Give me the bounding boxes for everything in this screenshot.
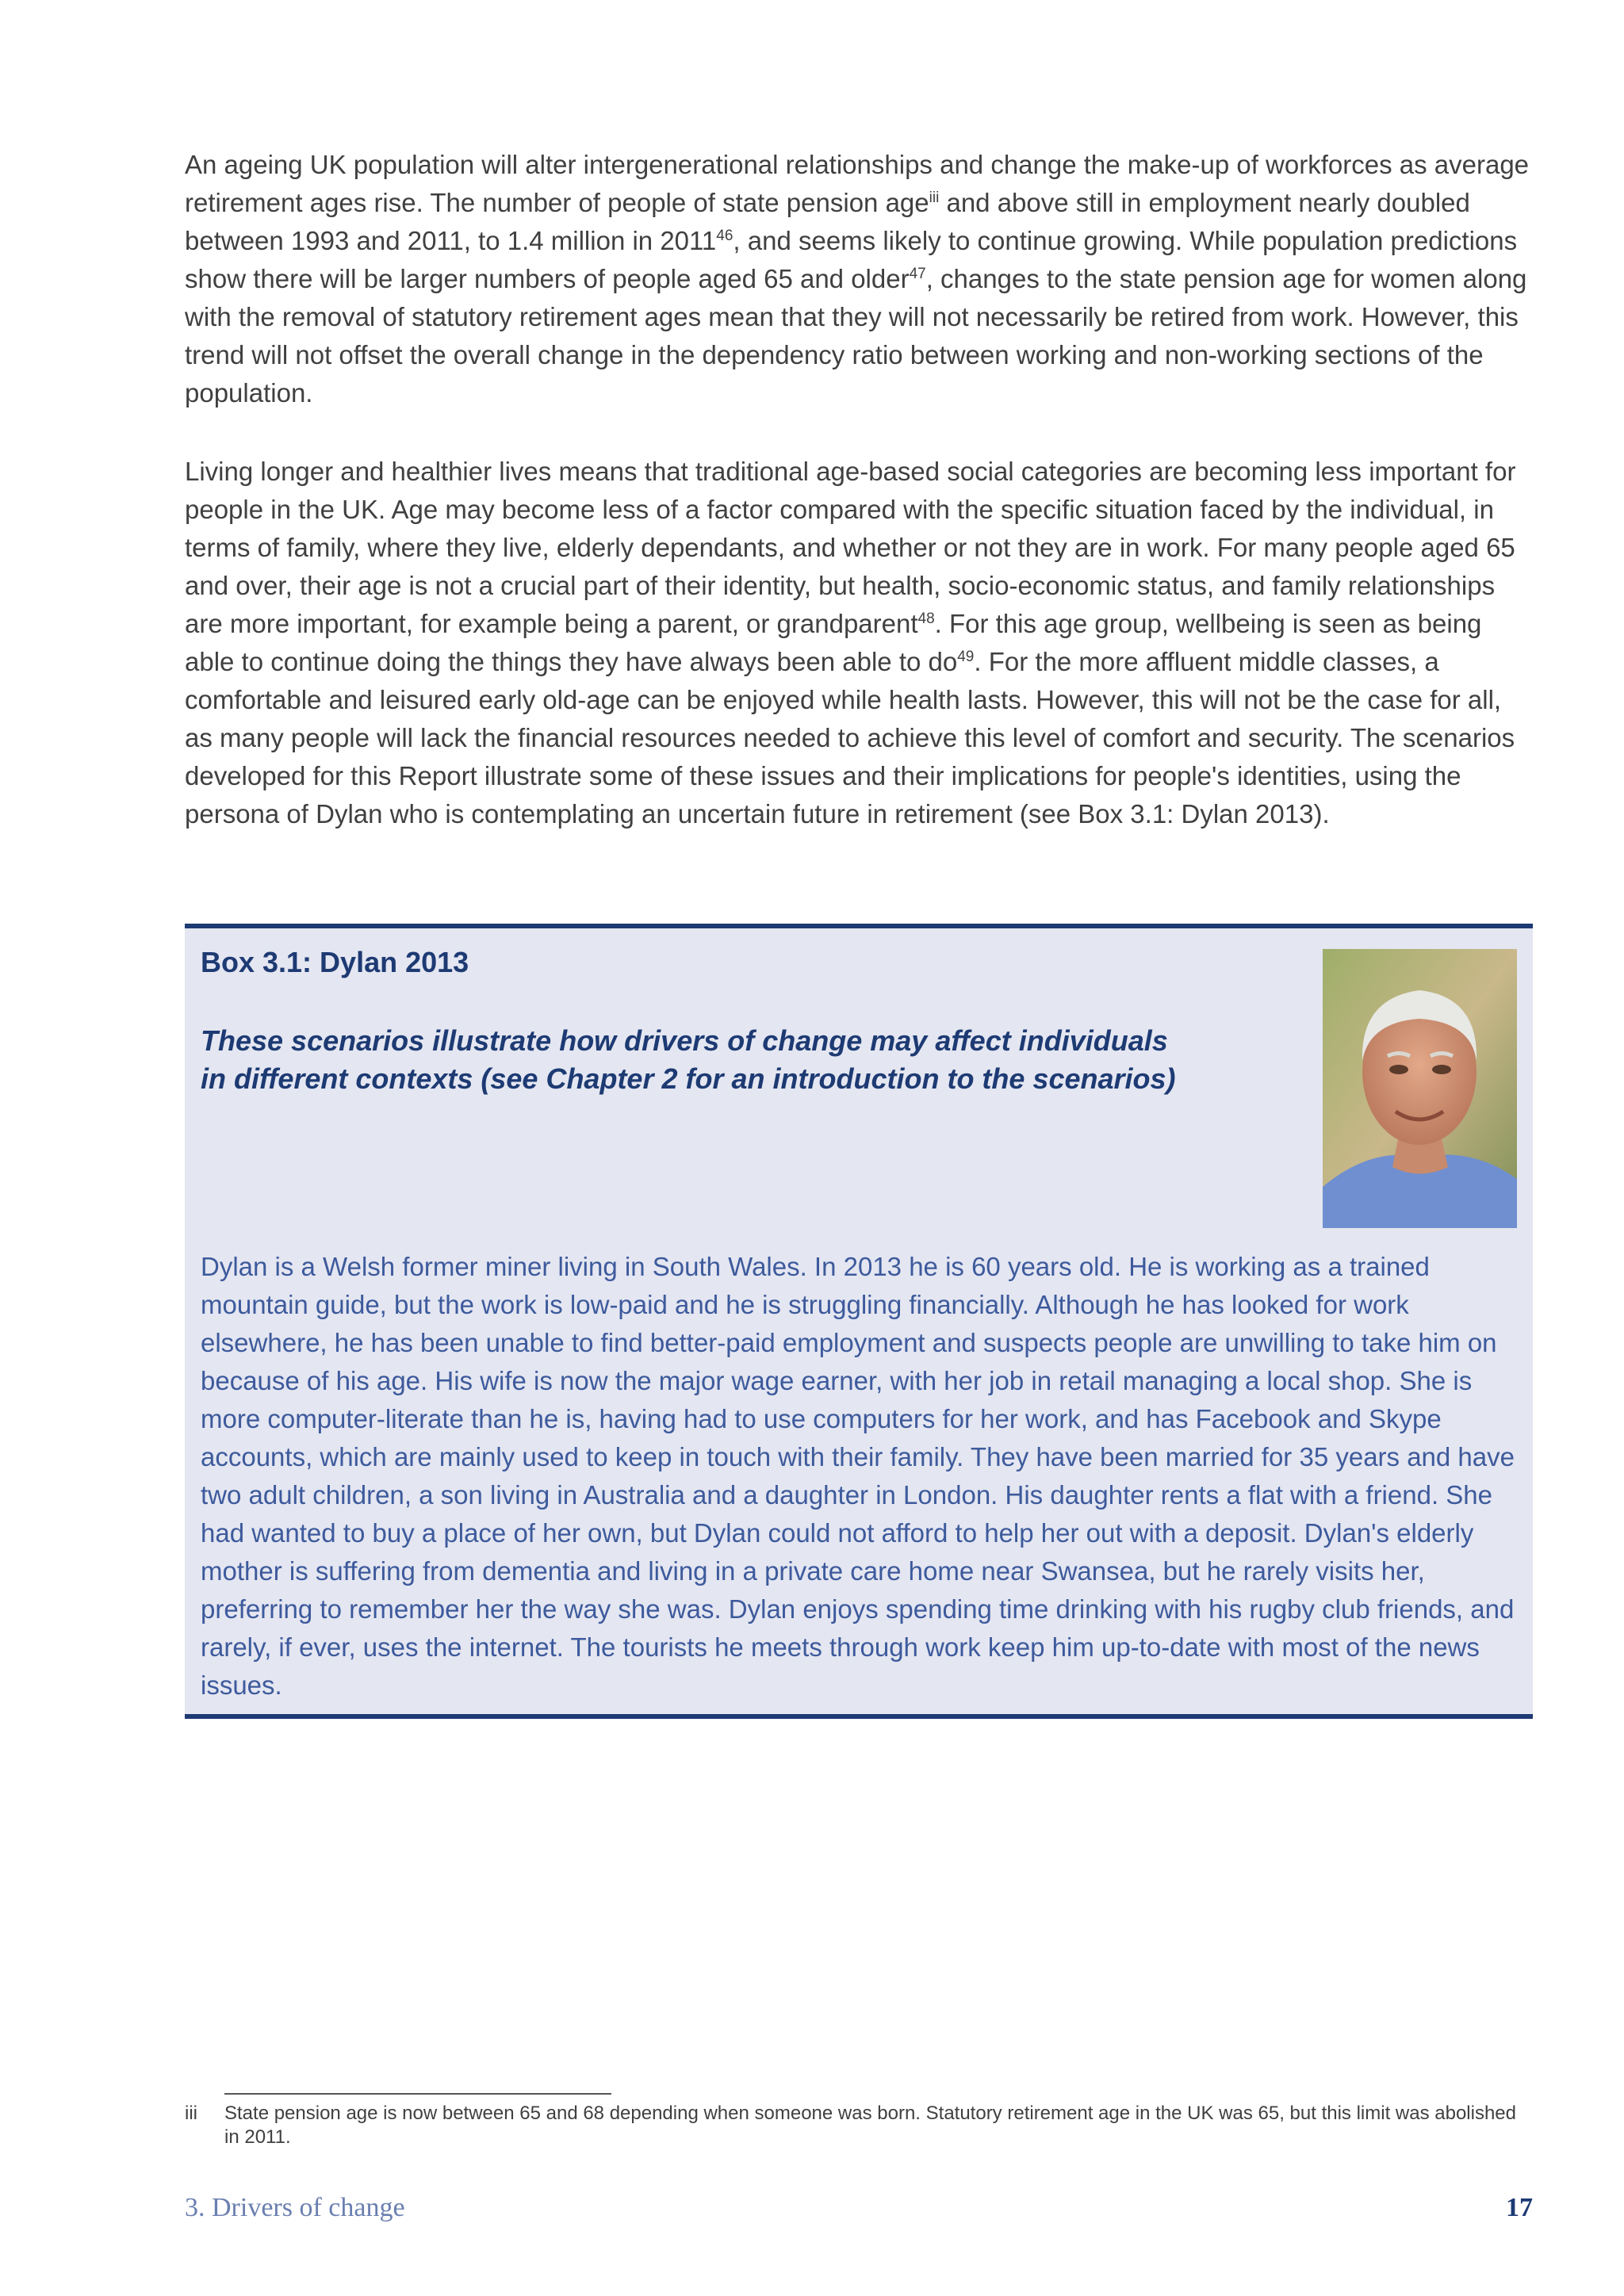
- citation-reference: 47: [909, 266, 926, 282]
- footnote-marker: iii: [185, 2103, 197, 2124]
- paragraph-text: An ageing UK population will alter intergenerational relationships and change the make-up of workforces as average retirement ages rise. The number of people of state pension age$^{iii}$ and above still in employment nearly doubled between 1993 and 2011, to 1.4 million in 2011$^{46}$, and seems likely to continue growing. While population predictions show there will be larger numbers of people aged 65 and older$^{47}$, changes to the state pension age for women along with the removal of statutory retirement ages mean that they will not necessarily be retired from work. However, this trend will not offset the overall change in the dependency ratio between working and non-working sections of the population.: [185, 150, 1530, 408]
- footnote-text: State pension age is now between 65 and 68 depending when someone was born. Statutory retirement age in the UK was 65, but this limit was abolished in 2011.: [224, 2103, 1516, 2148]
- section-footer: 3. Drivers of change: [185, 2193, 405, 2222]
- footnote-separator: [224, 2093, 611, 2095]
- footnote-reference[interactable]: iii: [929, 189, 940, 206]
- citation-reference: 49: [957, 649, 975, 665]
- portrait-photo: [1323, 949, 1517, 1228]
- paragraph-text: Living longer and healthier lives means that traditional age-based social categories are becoming less important for people in the UK. Age may become less of a factor compared with the specific situation faced by the individual, in terms of family, where they live, elderly dependants, and whether or not they are in work. For many people aged 65 and over, their age is not a crucial part of their identity, but health, socio-economic status, and family relationships are more important, for example being a parent, or grandparent$^{48}$. For this age group, wellbeing is seen as being able to continue doing the things they have always been able to $do^{49}$. For the more affluent middle classes, a comfortable and leisured early old-age can be enjoyed while health lasts. However, this will not be the case for all, as many people will lack the financial resources needed to achieve this level of comfort and security. The scenarios developed for this Report illustrate some of these issues and their implications for people's identities, using the persona of Dylan who is contemplating an uncertain future in retirement (see Box 3.1: Dylan 2013).: [185, 457, 1516, 828]
- citation-reference: 48: [917, 610, 935, 627]
- box-subtitle: These scenarios illustrate how drivers of change may affect individuals in different contexts (see Chapter 2 for an introduction to the scenarios): [201, 1024, 1176, 1095]
- body-paragraph-1: [185, 146, 1533, 412]
- box-title: Box 3.1: Dylan 2013: [201, 946, 469, 978]
- body-paragraph-2: [185, 453, 1533, 833]
- citation-reference: 46: [716, 228, 733, 244]
- box-body-text: Dylan is a Welsh former miner living in South Wales. In 2013 he is 60 years old. He is working as a trained mountain guide, but the work is low-paid and he is struggling financially. Although he has looked for work elsewhere, he has been unable to find better-paid employment and suspects people are unwilling to take him on because of his age. His wife is now the major wage earner, with her job in retail managing a local shop. She is more computer-literate than he is, having had to use computers for her work, and has Facebook and Skype accounts, which are mainly used to keep in touch with their family. They have been married for 35 years and have two adult children, a son living in Australia and a daughter in London. His daughter rents a flat with a friend. She had wanted to buy a place of her own, but Dylan could not afford to help her out with a deposit. Dylan's elderly mother is suffering from dementia and living in a private care home near Swansea, but he rarely visits her, preferring to remember her the way she was. Dylan enjoys spending time drinking with his rugby club friends, and rarely, if ever, uses the internet. The tourists he meets through work keep him up-to-date with most of the news issues.: [201, 1252, 1515, 1700]
- box-body: [201, 1248, 1525, 1705]
- case-study-box: [185, 924, 1533, 1719]
- page-number: 17: [1506, 2193, 1533, 2222]
